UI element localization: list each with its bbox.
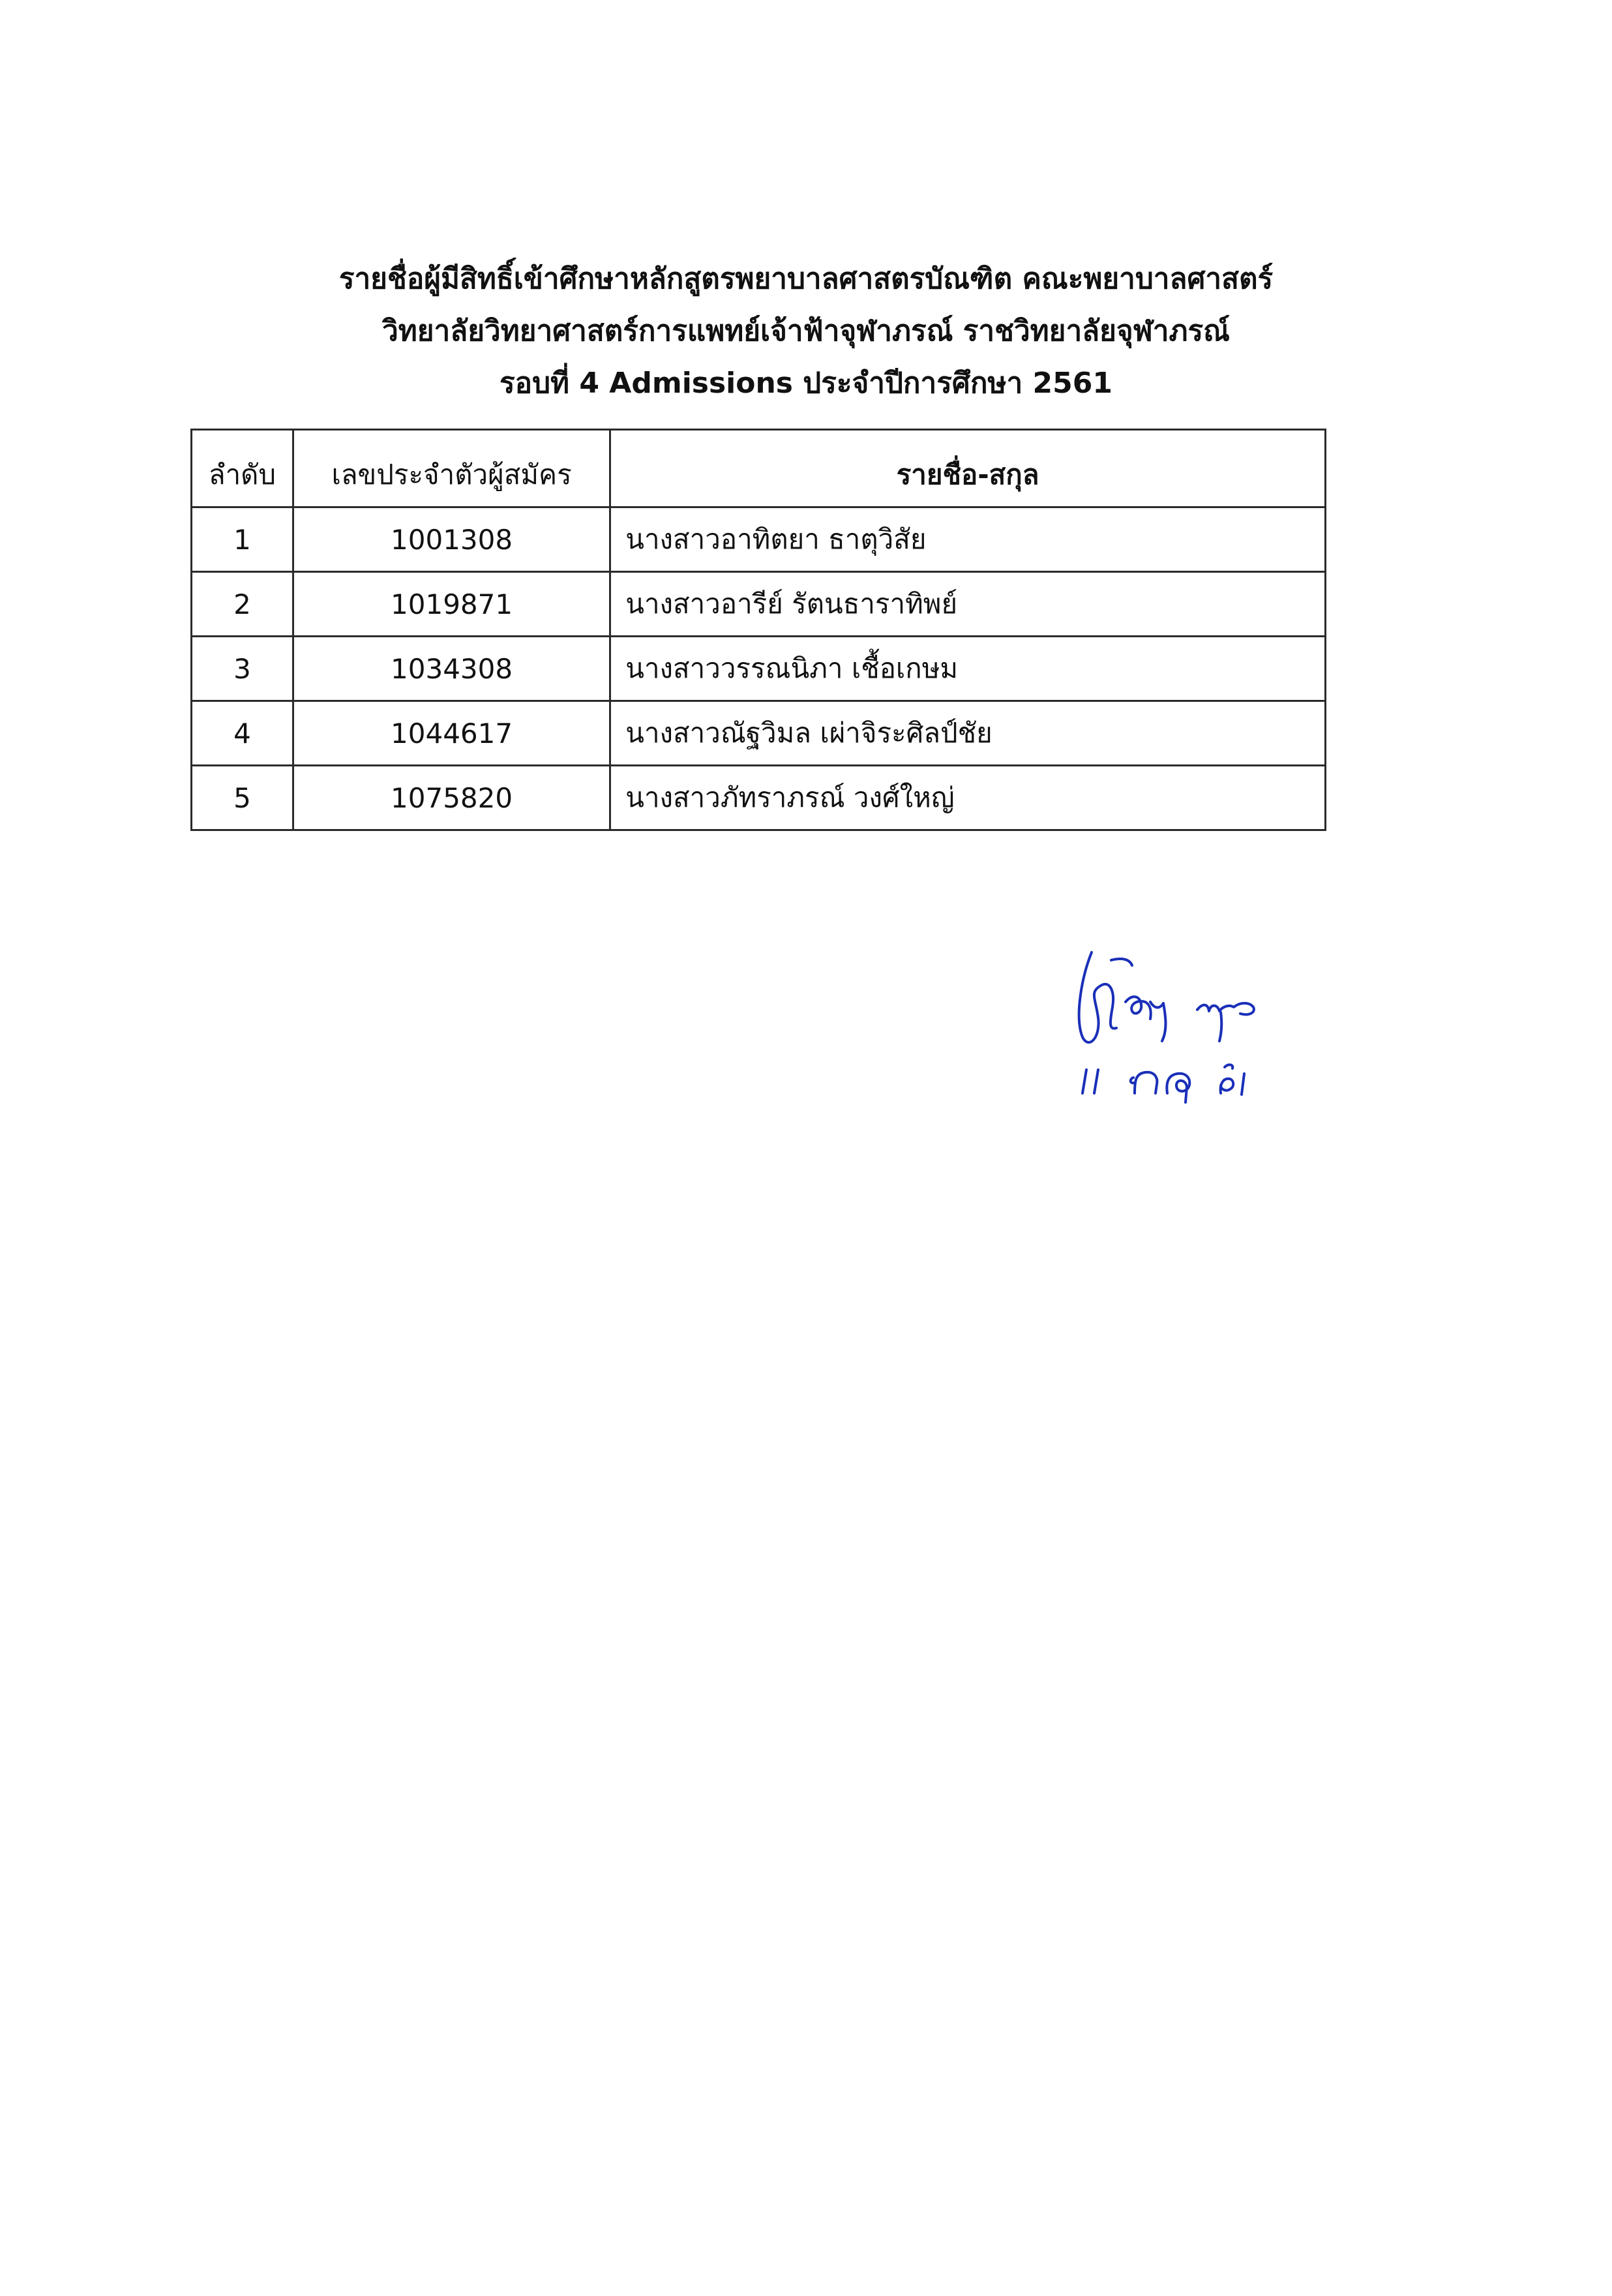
- document-heading: [0, 253, 1612, 410]
- admissions-table: [190, 429, 1326, 831]
- table-row: [192, 701, 1326, 766]
- row-order: 4: [192, 701, 293, 766]
- heading-line-3: รอบที่ 4 Admissions ประจำปีการศึกษา 2561: [500, 367, 1112, 400]
- row-order: 5: [192, 766, 293, 830]
- header-order: ลำดับ: [192, 430, 293, 507]
- row-full-name: นางสาวอารีย์ รัตนธาราทิพย์: [610, 572, 1326, 637]
- heading-line-2: วิทยาลัยวิทยาศาสตร์การแพทย์เจ้าฟ้าจุฬาภรณ์ ราชวิทยาลัยจุฬาภรณ์: [382, 314, 1230, 348]
- row-order: 2: [192, 572, 293, 637]
- handwritten-signature: [1069, 939, 1285, 1115]
- table-row: [192, 507, 1326, 572]
- row-application-no: 1001308: [293, 507, 610, 572]
- row-application-no: 1019871: [293, 572, 610, 637]
- table-row: [192, 637, 1326, 701]
- row-full-name: นางสาวอาทิตยา ธาตุวิสัย: [610, 507, 1326, 572]
- table-row: [192, 766, 1326, 830]
- row-order: 3: [192, 637, 293, 701]
- table-header-row: [192, 430, 1326, 507]
- row-order: 1: [192, 507, 293, 572]
- header-full-name: รายชื่อ-สกุล: [610, 430, 1326, 507]
- heading-line-1: รายชื่อผู้มีสิทธิ์เข้าศึกษาหลักสูตรพยาบาลศาสตรบัณฑิต คณะพยาบาลศาสตร์: [338, 262, 1274, 295]
- row-application-no: 1044617: [293, 701, 610, 766]
- signature-ink: [1079, 952, 1254, 1102]
- row-full-name: นางสาวณัฐวิมล เผ่าจิระศิลป์ชัย: [610, 701, 1326, 766]
- row-application-no: 1034308: [293, 637, 610, 701]
- table-row: [192, 572, 1326, 637]
- row-full-name: นางสาวภัทราภรณ์ วงศ์ใหญ่: [610, 766, 1326, 830]
- row-application-no: 1075820: [293, 766, 610, 830]
- row-full-name: นางสาววรรณนิภา เชื้อเกษม: [610, 637, 1326, 701]
- header-application-no: เลขประจำตัวผู้สมัคร: [293, 430, 610, 507]
